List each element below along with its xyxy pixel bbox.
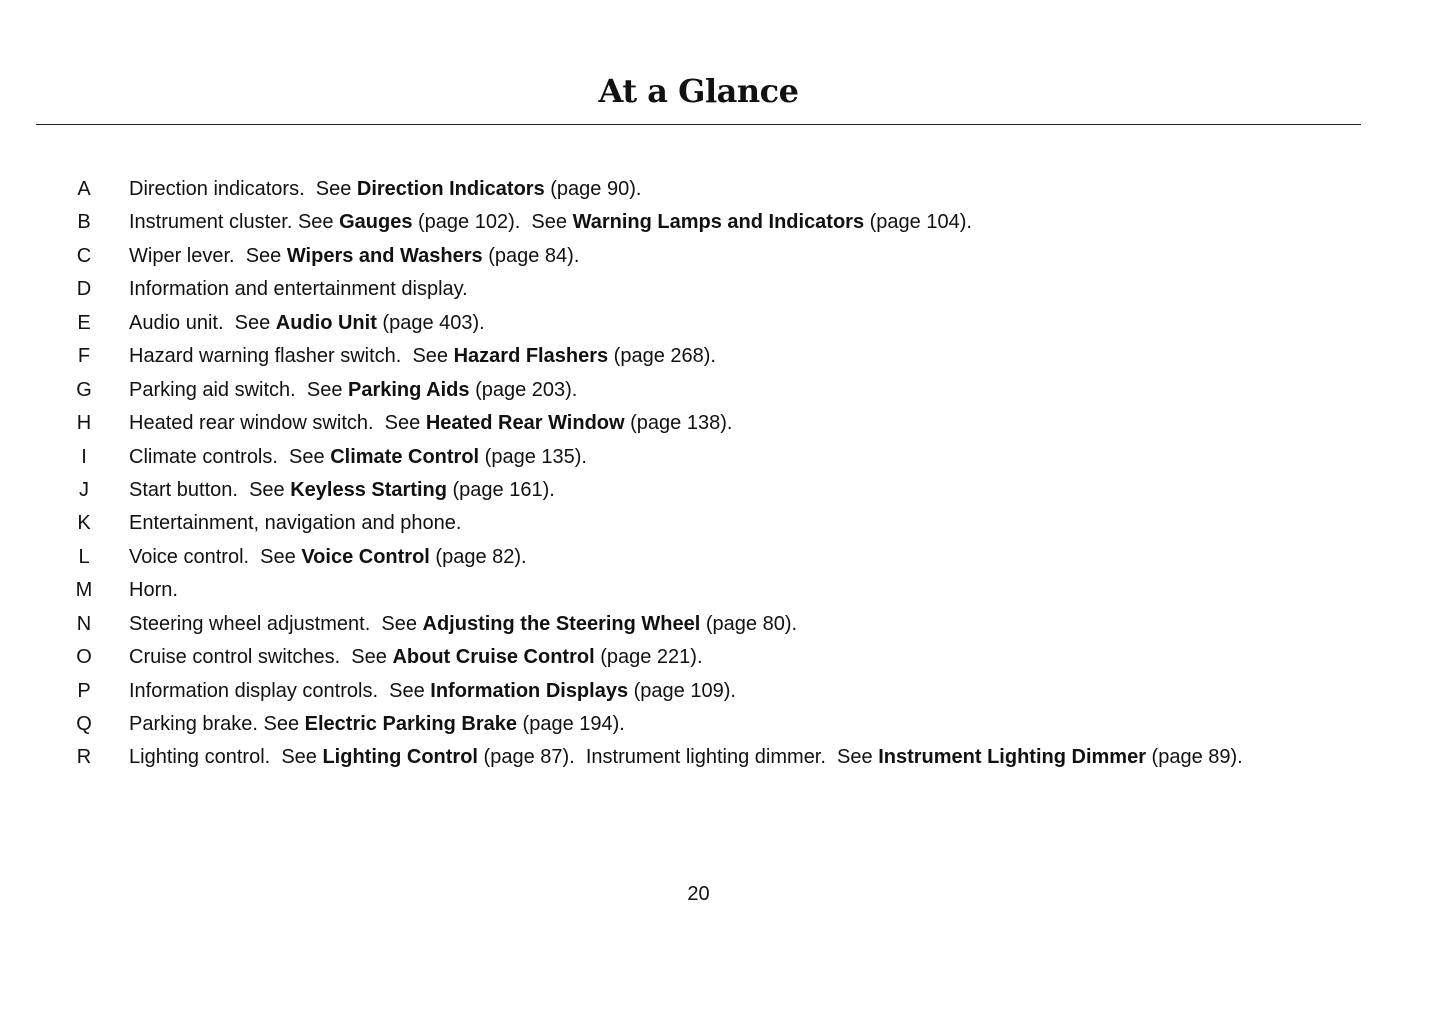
legend-description — [129, 307, 485, 340]
legend-item — [0, 173, 1445, 206]
legend-description — [129, 240, 579, 273]
legend-letter: Q — [76, 713, 92, 735]
legend-description — [129, 708, 625, 741]
legend-description — [129, 507, 461, 540]
cross-reference-title: Hazard Flashers — [453, 345, 609, 368]
cross-reference-title: Heated Rear Window — [425, 412, 625, 435]
legend-item — [0, 708, 1445, 741]
description-text: Heated rear window switch. See — [129, 412, 426, 435]
legend-item — [0, 741, 1445, 774]
cross-reference-title: Electric Parking Brake — [304, 713, 517, 735]
cross-reference-title: Adjusting the Steering Wheel — [422, 612, 701, 635]
legend-description — [129, 173, 641, 206]
legend-list — [0, 173, 1445, 775]
legend-letter: K — [77, 512, 91, 535]
legend-item — [0, 474, 1445, 507]
description-text: Entertainment, navigation and phone. — [129, 512, 462, 535]
legend-letter: M — [75, 579, 93, 602]
cross-reference-title: Information Displays — [430, 679, 629, 702]
description-text: Instrument cluster. See — [129, 211, 340, 234]
cross-reference-title: Gauges — [339, 211, 413, 234]
legend-description — [129, 741, 1243, 774]
legend-letter: B — [77, 211, 91, 234]
description-text: (page 161). — [446, 478, 555, 501]
description-text: (page 203). — [469, 378, 578, 401]
legend-item — [0, 374, 1445, 407]
description-text: Horn. — [129, 579, 178, 602]
description-text: Climate controls. See — [129, 445, 331, 468]
description-text: (page 194). — [517, 713, 625, 735]
description-text: (page 135). — [479, 445, 587, 468]
legend-letter: L — [78, 545, 90, 568]
legend-letter: G — [76, 378, 92, 401]
cross-reference-title: Instrument Lighting Dimmer — [878, 746, 1146, 769]
description-text: (page 109). — [628, 679, 736, 702]
cross-reference-title: About Cruise Control — [392, 646, 595, 669]
legend-item — [0, 340, 1445, 373]
legend-letter: C — [76, 244, 92, 267]
legend-item — [0, 206, 1445, 239]
legend-description — [129, 340, 716, 373]
cross-reference-title: Voice Control — [301, 545, 430, 568]
legend-description — [129, 474, 555, 507]
legend-description — [129, 407, 732, 440]
title-divider — [36, 124, 1361, 125]
legend-item — [0, 273, 1445, 306]
description-text: (page 104). — [864, 211, 972, 234]
legend-item — [0, 240, 1445, 273]
description-text: (page 84). — [482, 244, 580, 267]
description-text: (page 102). See — [412, 211, 573, 234]
description-text: Steering wheel adjustment. See — [129, 612, 423, 635]
legend-item — [0, 641, 1445, 674]
description-text: (page 221). — [594, 646, 703, 669]
description-text: Start button. See — [129, 478, 291, 501]
legend-letter: R — [76, 746, 92, 769]
cross-reference-title: Audio Unit — [275, 311, 377, 334]
description-text: (page 80). — [700, 612, 798, 635]
description-text: Parking aid switch. See — [129, 378, 348, 401]
description-text: Wiper lever. See — [129, 244, 287, 267]
page-number: 20 — [687, 883, 710, 905]
legend-item — [0, 541, 1445, 574]
description-text: (page 268). — [608, 345, 716, 368]
description-text: (page 403). — [376, 311, 485, 334]
legend-letter: J — [79, 478, 89, 501]
legend-item — [0, 675, 1445, 708]
cross-reference-title: Parking Aids — [348, 378, 470, 401]
legend-item — [0, 307, 1445, 340]
legend-letter: F — [77, 345, 91, 368]
description-text: (page 82). — [429, 545, 527, 568]
description-text: (page 87). Instrument lighting dimmer. See — [477, 746, 879, 769]
legend-description — [129, 374, 577, 407]
legend-item — [0, 608, 1445, 641]
legend-description — [129, 608, 797, 641]
description-text: (page 138). — [624, 412, 733, 435]
cross-reference-title: Climate Control — [330, 445, 480, 468]
legend-item — [0, 441, 1445, 474]
description-text: (page 89). — [1145, 746, 1243, 769]
legend-letter: E — [77, 311, 91, 334]
legend-description — [129, 675, 736, 708]
legend-letter: O — [76, 646, 92, 669]
legend-letter: D — [76, 278, 92, 301]
description-text: Information display controls. See — [129, 679, 431, 702]
cross-reference-title: Warning Lamps and Indicators — [572, 211, 865, 234]
description-text: Direction indicators. See — [129, 178, 357, 200]
legend-letter: P — [77, 679, 91, 702]
legend-letter: N — [76, 612, 92, 635]
cross-reference-title: Direction Indicators — [356, 178, 545, 200]
description-text: (page 90). — [544, 178, 642, 200]
legend-letter: A — [77, 178, 91, 200]
description-text: Voice control. See — [129, 545, 302, 568]
description-text: Hazard warning flasher switch. See — [129, 345, 454, 368]
cross-reference-title: Keyless Starting — [290, 478, 447, 501]
description-text: Audio unit. See — [129, 311, 276, 334]
legend-description — [129, 541, 527, 574]
description-text: Parking brake. See — [129, 713, 305, 735]
legend-letter: I — [81, 445, 87, 468]
cross-reference-title: Lighting Control — [322, 746, 478, 769]
description-text: Lighting control. See — [129, 746, 323, 769]
description-text: Cruise control switches. See — [129, 646, 393, 669]
legend-description — [129, 273, 468, 306]
legend-description — [129, 641, 703, 674]
legend-item — [0, 574, 1445, 607]
legend-description — [129, 206, 972, 239]
legend-item — [0, 507, 1445, 540]
page-title: At a Glance — [598, 72, 799, 110]
legend-item — [0, 407, 1445, 440]
cross-reference-title: Wipers and Washers — [286, 244, 483, 267]
legend-description — [129, 574, 178, 607]
legend-letter: H — [76, 412, 92, 435]
legend-description — [129, 441, 587, 474]
description-text: Information and entertainment display. — [129, 278, 468, 301]
